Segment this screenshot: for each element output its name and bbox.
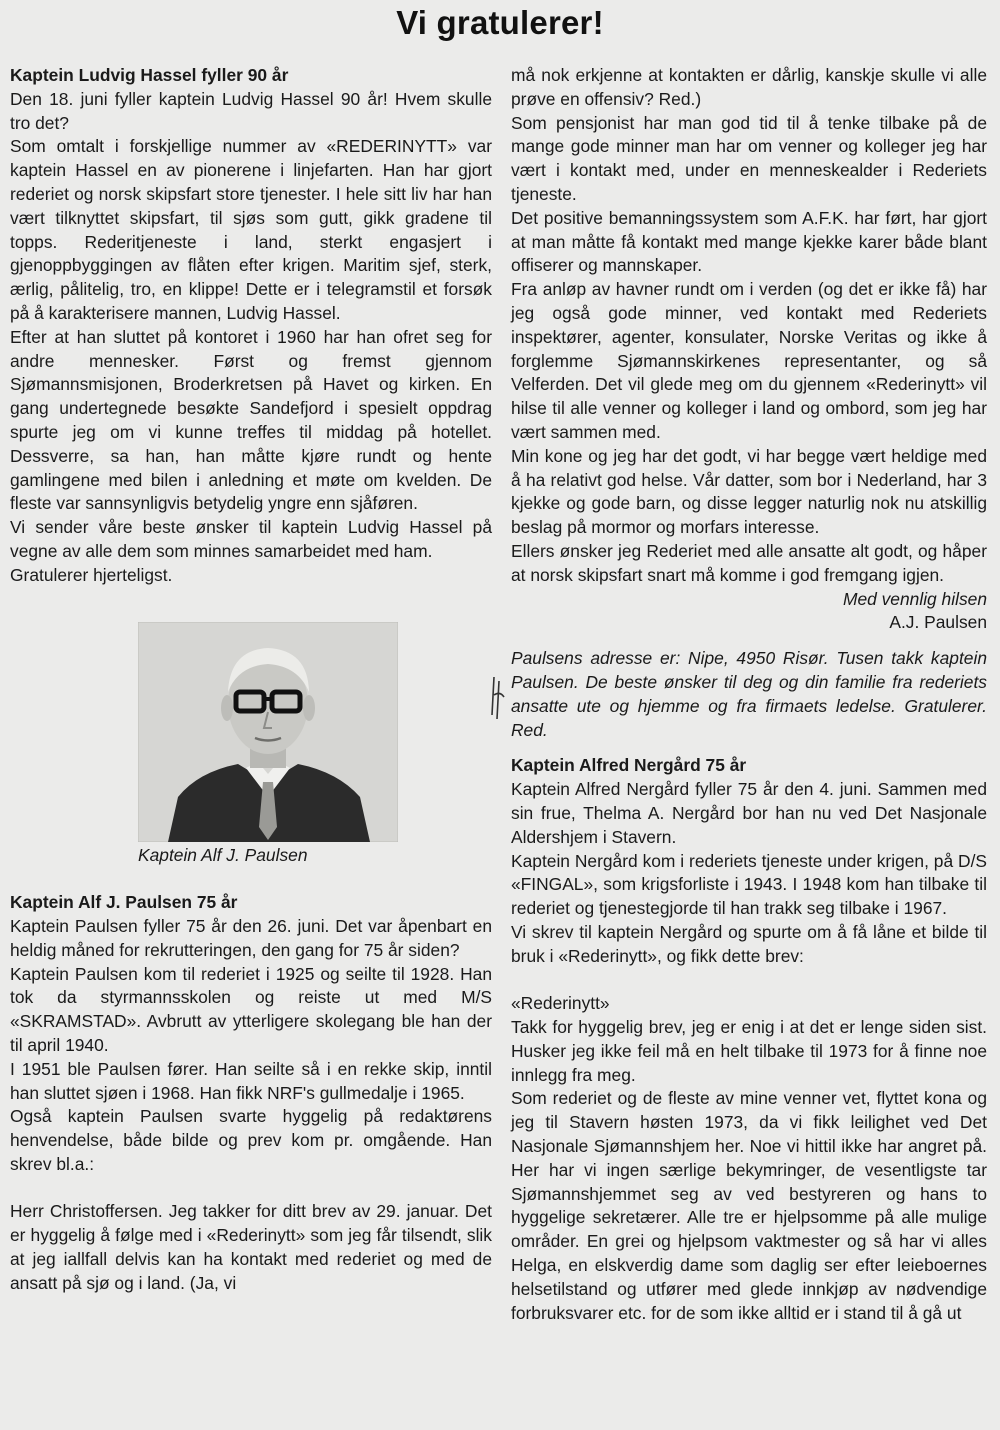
- letter2-paragraph: Takk for hyggelig brev, jeg er enig i at det er lenge siden sist. Husker jeg ikke feil må en helt tilbake til 1973 for å finne noe innlegg fra meg.: [511, 1017, 987, 1085]
- left-column: [10, 64, 492, 1296]
- spacer: [511, 742, 987, 754]
- nergard-heading: Kaptein Alfred Nergård 75 år: [511, 755, 747, 776]
- paulsen-heading: Kaptein Alf J. Paulsen 75 år: [10, 892, 238, 913]
- letter-paragraph: Det positive bemanningssystem som A.F.K. har ført, har gjort at man måtte få kontakt med mange kjekke karer både blant offiserer og mannskaper.: [511, 207, 987, 276]
- page-title: Vi gratulerer!: [396, 4, 604, 41]
- letter-signature: A.J. Paulsen: [889, 612, 987, 633]
- letter-paragraph: må nok erkjenne at kontakten er dårlig, kanskje skulle vi alle prøve en offensiv? Red.): [511, 65, 987, 109]
- spacer: [511, 635, 987, 647]
- editor-note: Paulsens adresse er: Nipe, 4950 Risør. Tusen takk kaptein Paulsen. De beste ønsker til deg og din familie fra rederiets ansatte ute og hjemme og fra firmaets ledelse. Gratulerer. Red.: [511, 648, 987, 740]
- spacer: [10, 867, 492, 891]
- nergard-paragraph: Kaptein Nergård kom i rederiets tjeneste under krigen, på D/S «FINGAL», som krigsforliste i 1943. I 1948 kom han tilbake til rederiet og tjenestegjorde til han trakk seg tilbake i 1967.: [511, 850, 987, 919]
- nergard-paragraph: Vi skrev til kaptein Nergård og spurte om å få låne et bilde til bruk i «Rederinytt», og fikk dette brev:: [511, 921, 987, 966]
- portrait-figure: [138, 622, 398, 868]
- letter-paragraph: Som pensjonist har man god tid til å tenke tilbake på de mange gode minner man har om venner og kolleger jeg har vært i kontakt med, under en menneskealder i Rederiets tjeneste.: [511, 112, 987, 204]
- paulsen-paragraph: Også kaptein Paulsen svarte hyggelig på redaktørens henvendelse, både bilde og prev kom pr. omgående. Han skrev bl.a.:: [10, 1106, 492, 1174]
- right-column: [511, 64, 987, 1325]
- nergard-paragraph: Kaptein Alfred Nergård fyller 75 år den 4. juni. Sammen med sin frue, Thelma A. Nergård bor han nu ved Det Nasjonale Aldershjem i Stavern.: [511, 779, 987, 847]
- hassel-paragraph: Den 18. juni fyller kaptein Ludvig Hassel 90 år! Hvem skulle tro det?: [10, 88, 492, 133]
- letter-paragraph: Min kone og jeg har det godt, vi har begge vært heldige med å ha relativt god helse. Vår datter, som bor i Nederland, har 3 kjekke og gode barn, og disse legger naturlig nok nu atskillig beslag på mormor og morfars interesse.: [511, 445, 987, 538]
- hassel-paragraph: Efter at han sluttet på kontoret i 1960 har han ofret seg for andre mennesker. Først og fremst gjennom Sjømannsmisjonen, Broderkretsen på Havet og kirken. En gang undertegnede besøkte Sandefjord i spesielt oppdrag spurte jeg om vi kunne treffes til middag på hotellet. Dessverre, sa han, han måtte kjøre rundt og hente gamlingene med bilen i anledning et møte om kvelden. De fleste var sannsynligvis betydelig yngre enn sjåføren.: [10, 326, 492, 514]
- paulsen-paragraph: Kaptein Paulsen kom til rederiet i 1925 og seilte til 1928. Han tok da styrmannsskolen og reiste ut med M/S «SKRAMSTAD». Avbrutt av ytterligere skolegang ble han der til april 1940.: [10, 963, 492, 1055]
- portrait-photo: [138, 622, 398, 842]
- paulsen-paragraph: I 1951 ble Paulsen fører. Han seilte så i en rekke skip, inntil han sluttet sjøen i 1968. Han fikk NRF's gullmedalje i 1965.: [10, 1058, 492, 1103]
- pencil-mark-icon: [488, 675, 510, 721]
- hassel-heading: Kaptein Ludvig Hassel fyller 90 år: [10, 65, 289, 85]
- letter2-paragraph: Som rederiet og de fleste av mine venner vet, flyttet kona og jeg til Stavern høsten 1973, da vi fikk leilighet ved Det Nasjonale Sjømannshjem her. Noe vi hittil ikke har angret på. Her har vi ingen særlige bekymringer, de vesentligste tar Sjømannshjemmet seg av ved bestyreren og hans to hyggelige sekretærer. Alle tre er hjelpsomme på alle mulige områder. En grei og hjelpsom vaktmester og så har vi alles Helga, en elskverdig dame som daglig ser efter leieboernes helsetilstand og utfører med glede innkjøp av nødvendige forbruksvarer etc. for de som ikke alltid er i stand til å gå ut: [511, 1088, 987, 1323]
- spacer: [511, 968, 987, 992]
- letter-closing: Med vennlig hilsen: [842, 588, 987, 609]
- paulsen-paragraph: Kaptein Paulsen fyller 75 år den 26. juni. Det var åpenbart en heldig måned for rekrutteringen, den gang for 75 år siden?: [10, 915, 492, 960]
- spacer: [10, 1177, 492, 1201]
- letter2-salutation: «Rederinytt»: [511, 993, 610, 1014]
- hassel-paragraph: Vi sender våre beste ønsker til kaptein Ludvig Hassel på vegne av alle dem som minnes samarbeidet med ham.: [10, 517, 492, 561]
- letter-paragraph: Herr Christoffersen. Jeg takker for ditt brev av 29. januar. Det er hyggelig å følge med i «Rederinytt» som jeg får tilsendt, slik at jeg iallfall delvis kan ha kontakt med rederiet og med de ansatt på sjø og i land. (Ja, vi: [10, 1201, 492, 1293]
- photo-caption: Kaptein Alf J. Paulsen: [138, 844, 308, 865]
- hassel-paragraph: Gratulerer hjerteligst.: [10, 564, 173, 585]
- letter-paragraph: Fra anløp av havner rundt om i verden (og det er ikke få) har jeg også gode minner, ved kontakt med Rederiets inspektører, agenter, konsulater, Norske Veritas og ikke å forglemme Sjømannskirkenes representanter, og så Velferden. Det vil glede meg om du gjennem «Rederinytt» vil hilse til alle venner og kolleger i land og ombord, som jeg har vært sammen med.: [511, 279, 987, 442]
- letter-paragraph: Ellers ønsker jeg Rederiet med alle ansatte alt godt, og håper at norsk skipsfart snart må komme i god fremgang igjen.: [511, 540, 987, 585]
- hassel-paragraph: Som omtalt i forskjellige nummer av «REDERINYTT» var kaptein Hassel en av pionerene i linjefarten. Han har gjort rederiet og norsk skipsfart store tjenester. I hele sitt liv har han vært tilknyttet skipsfart, til sjøs som gutt, gikk gradene til topps. Rederitjeneste i land, sterkt engasjert i gjenoppbyggingen av flåten efter krigen. Maritim sjef, sterk, ærlig, pålitelig, tro, en klippe! Dette er i telegramstil et forsøk på å karakterisere mannen, Ludvig Hassel.: [10, 136, 492, 323]
